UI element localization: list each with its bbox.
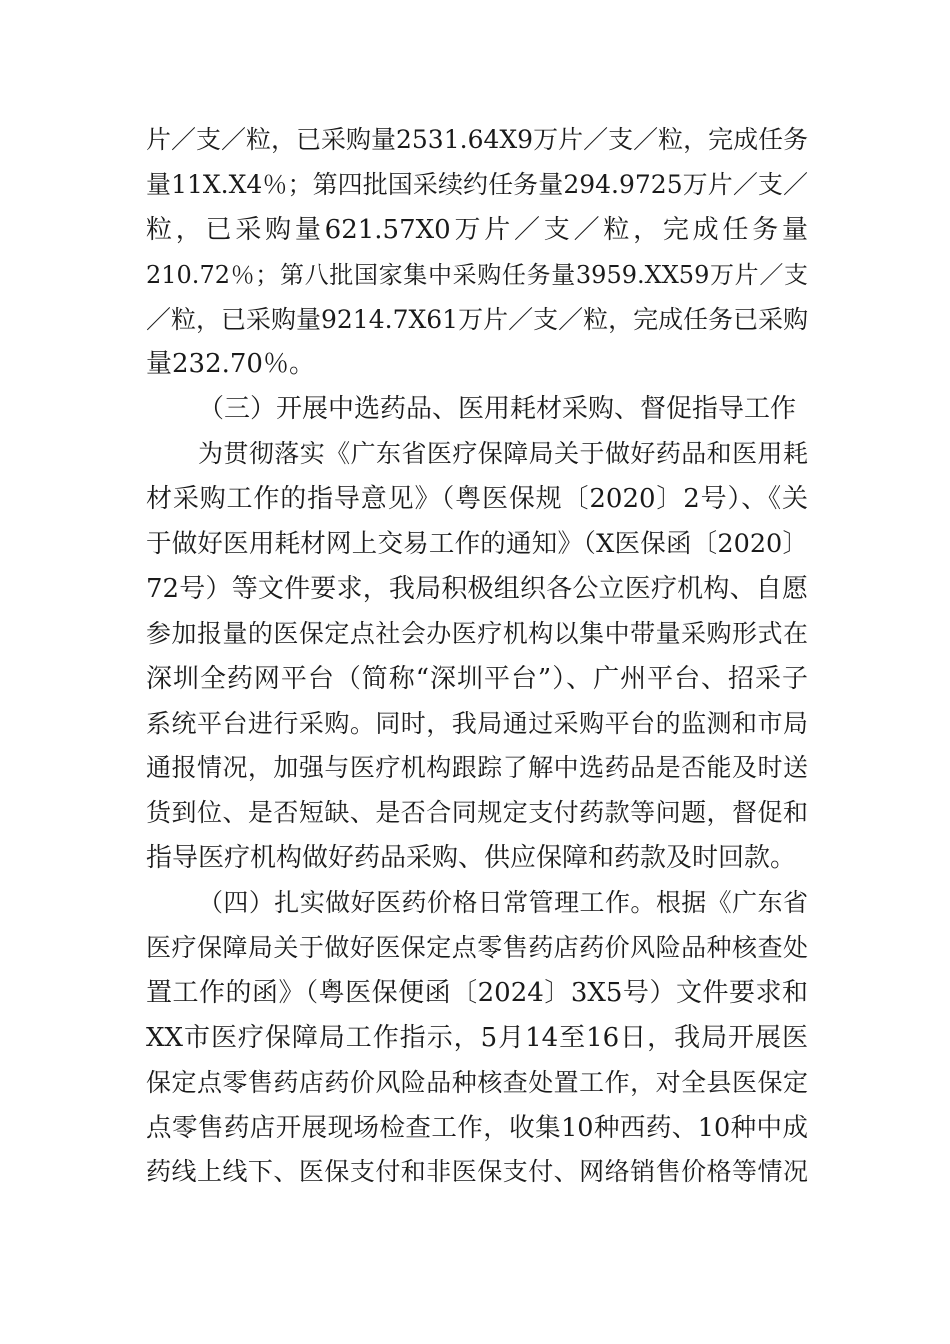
text-line: 为贯彻落实《广东省医疗保障局关于做好药品和医用耗 [198,439,808,469]
text-line: XX市医疗保障局工作指示，5月14至16日，我局开展医 [146,1022,808,1053]
text-line: 置工作的函》（粤医保便函〔2024〕3X5号）文件要求和 [146,977,808,1008]
text-line: 系统平台进行采购。同时，我局通过采购平台的监测和市局 [146,708,808,738]
text-line: 指导医疗机构做好药品采购、供应保障和药款及时回款。 [146,843,797,874]
text-line: （四）扎实做好医药价格日常管理工作。根据《广东省 [198,888,808,918]
text-line: 粒，已采购量621.57X0万片／支／粒，完成任务量 [146,214,808,245]
text-line: 参加报量的医保定点社会办医疗机构以集中带量采购形式在 [146,618,808,648]
text-line: 医疗保障局关于做好医保定点零售药店药价风险品种核查处 [146,933,808,963]
text-line: 材采购工作的指导意见》（粤医保规〔2020〕2号）、《关 [146,484,808,515]
text-line: 210.72％；第八批国家集中采购任务量3959.XX59万片／支 [146,260,808,289]
text-line: 货到位、是否短缺、是否合同规定支付药款等问题，督促和 [146,798,808,828]
text-line: 于做好医用耗材网上交易工作的通知》（X医保函〔2020〕 [146,529,808,560]
text-line: 通报情况，加强与医疗机构跟踪了解中选药品是否能及时送 [146,753,808,783]
text-line: 片／支／粒，已采购量2531.64X9万片／支／粒，完成任务 [146,125,808,154]
text-line: 量11X.X4％；第四批国采续约任务量294.9725万片／支／ [146,169,808,199]
text-line: 72号）等文件要求，我局积极组织各公立医疗机构、自愿 [146,573,808,604]
text-line: ／粒，已采购量9214.7X61万片／支／粒，完成任务已采购 [146,304,808,334]
text-line: 量232.70％。 [146,349,315,380]
text-line: 点零售药店开展现场检查工作，收集10种西药、10种中成 [146,1112,808,1143]
section-heading: （三）开展中选药品、医用耗材采购、督促指导工作 [198,394,797,425]
text-line: 深圳全药网平台（简称“深圳平台”）、广州平台、招采子 [146,663,808,694]
text-line: 药线上线下、医保支付和非医保支付、网络销售价格等情况 [146,1157,808,1187]
document-body [146,118,808,1195]
text-line: 保定点零售药店药价风险品种核查处置工作，对全县医保定 [146,1067,808,1097]
